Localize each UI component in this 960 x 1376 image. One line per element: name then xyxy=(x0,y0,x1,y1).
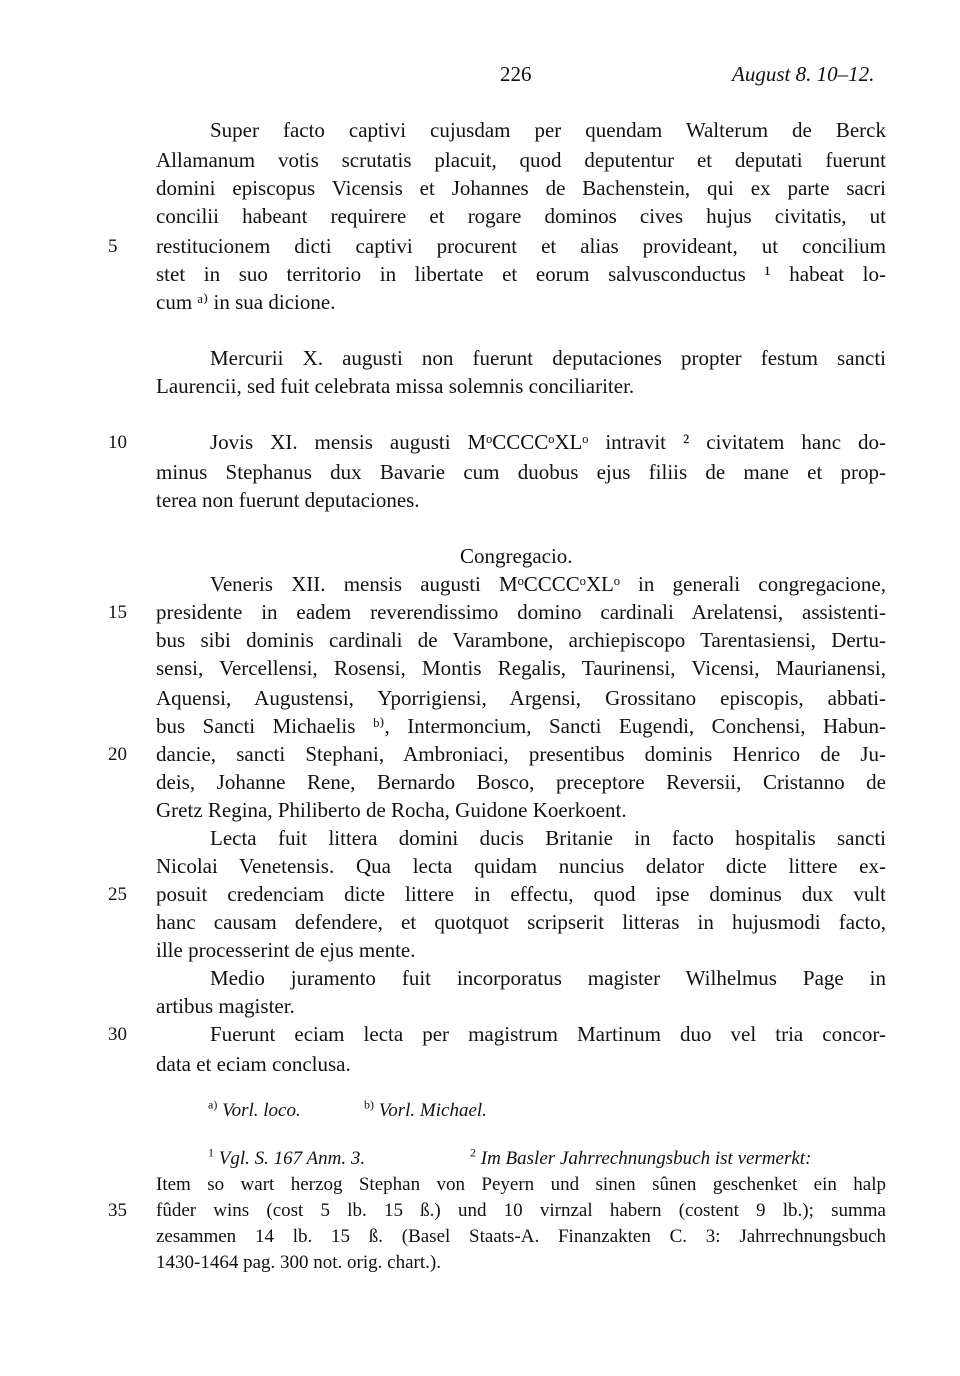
footnote xyxy=(208,1146,365,1171)
variant-note xyxy=(364,1098,487,1123)
text-line: hanc causam defendere, et quotquot scripserit litteras in hujusmodi facto, xyxy=(156,910,886,934)
variant-note xyxy=(208,1098,301,1123)
text-line: terea non fuerunt deputaciones. xyxy=(156,488,420,512)
line-number: 35 xyxy=(108,1200,127,1221)
text-line: Mercurii X. augusti non fuerunt deputaciones propter festum sancti xyxy=(210,346,886,370)
variant-mark: a) xyxy=(208,1097,218,1112)
footnote-line: Item so wart herzog Stephan von Peyern und sinen sûnen geschenket ein halp xyxy=(156,1174,886,1195)
text-line: restitucionem dicti captivi procurent et alias provideant, ut concilium xyxy=(156,234,886,258)
running-head: August 8. 10–12. xyxy=(732,62,875,86)
line-number: 30 xyxy=(108,1024,127,1045)
text-line: Medio juramento fuit incorporatus magister Wilhelmus Page in xyxy=(210,966,886,990)
text-line: Allamanum votis scrutatis placuit, quod deputentur et deputati fuerunt xyxy=(156,148,886,172)
text-line: Veneris XII. mensis augusti MᵒCCCCᵒXLᵒ in generali congregacione, xyxy=(210,572,886,596)
text-line: Nicolai Venetensis. Qua lecta quidam nuncius delator dicte littere ex- xyxy=(156,854,886,878)
footnote-mark: 1 xyxy=(208,1145,214,1160)
text-line: Jovis XI. mensis augusti MᵒCCCCᵒXLᵒ intravit ² civitatem hanc do- xyxy=(210,430,886,454)
text-line: sensi, Vercellensi, Rosensi, Montis Regalis, Taurinensi, Vicensi, Maurianensi, xyxy=(156,656,886,680)
text-line: ille processerint de ejus mente. xyxy=(156,938,416,962)
footnote-text: Vgl. S. 167 Anm. 3. xyxy=(218,1148,366,1169)
footnote-text: Im Basler Jahrrechnungsbuch ist vermerkt: xyxy=(480,1148,812,1169)
text-line: stet in suo territorio in libertate et eorum salvusconductus ¹ habeat lo- xyxy=(156,262,886,286)
page-number: 226 xyxy=(500,62,532,86)
footnote xyxy=(470,1146,811,1171)
text-line: Gretz Regina, Philiberto de Rocha, Guidone Koerkoent. xyxy=(156,798,627,822)
text-line: concilii habeant requirere et rogare dominos cives hujus civitatis, ut xyxy=(156,204,886,228)
text-line: dancie, sancti Stephani, Ambroniaci, presentibus dominis Henrico de Ju- xyxy=(156,742,886,766)
text-line: Laurencii, sed fuit celebrata missa solemnis conciliariter. xyxy=(156,374,635,398)
footnote-line: 1430-1464 pag. 300 not. orig. chart.). xyxy=(156,1252,441,1273)
footnote-line: zesammen 14 lb. 15 ß. (Basel Staats-A. Finanzakten C. 3: Jahrrechnungsbuch xyxy=(156,1226,886,1247)
text-line: Super facto captivi cujusdam per quendam Walterum de Berck xyxy=(210,118,886,142)
variant-text: Vorl. Michael. xyxy=(378,1100,487,1121)
line-number: 15 xyxy=(108,602,127,623)
footnote-line: fûder wins (cost 5 lb. 15 ß.) und 10 virnzal habern (costent 9 lb.); summa xyxy=(156,1200,886,1221)
line-number: 20 xyxy=(108,744,127,765)
text-line: Lecta fuit littera domini ducis Britanie in facto hospitalis sancti xyxy=(210,826,886,850)
text-line: Aquensi, Augustensi, Yporrigiensi, Argensi, Grossitano episcopis, abbati- xyxy=(156,686,886,710)
text-line: domini episcopus Vicensis et Johannes de Bachenstein, qui ex parte sacri xyxy=(156,176,886,200)
text-line: minus Stephanus dux Bavarie cum duobus ejus filiis de mane et prop- xyxy=(156,460,886,484)
text-line: deis, Johanne Rene, Bernardo Bosco, preceptore Reversii, Cristanno de xyxy=(156,770,886,794)
text-line: presidente in eadem reverendissimo domino cardinali Arelatensi, assistenti- xyxy=(156,600,886,624)
text-line: Fuerunt eciam lecta per magistrum Martinum duo vel tria concor- xyxy=(210,1022,886,1046)
line-number: 25 xyxy=(108,884,127,905)
section-heading: Congregacio. xyxy=(460,544,573,568)
footnote-mark: 2 xyxy=(470,1145,476,1160)
text-line: cum ᵃ⁾ in sua dicione. xyxy=(156,290,336,314)
variant-mark: b) xyxy=(364,1097,374,1112)
line-number: 10 xyxy=(108,432,127,453)
text-line: bus sibi dominis cardinali de Varambone, archiepiscopo Tarentasiensi, Dertu- xyxy=(156,628,886,652)
line-number: 5 xyxy=(108,236,118,257)
text-line: artibus magister. xyxy=(156,994,295,1018)
variant-text: Vorl. loco. xyxy=(222,1100,301,1121)
text-line: posuit credenciam dicte littere in effectu, quod ipse dominus dux vult xyxy=(156,882,886,906)
text-line: bus Sancti Michaelis ᵇ⁾, Intermoncium, Sancti Eugendi, Conchensi, Habun- xyxy=(156,714,886,738)
page-header xyxy=(0,62,960,94)
text-line: data et eciam conclusa. xyxy=(156,1052,351,1076)
